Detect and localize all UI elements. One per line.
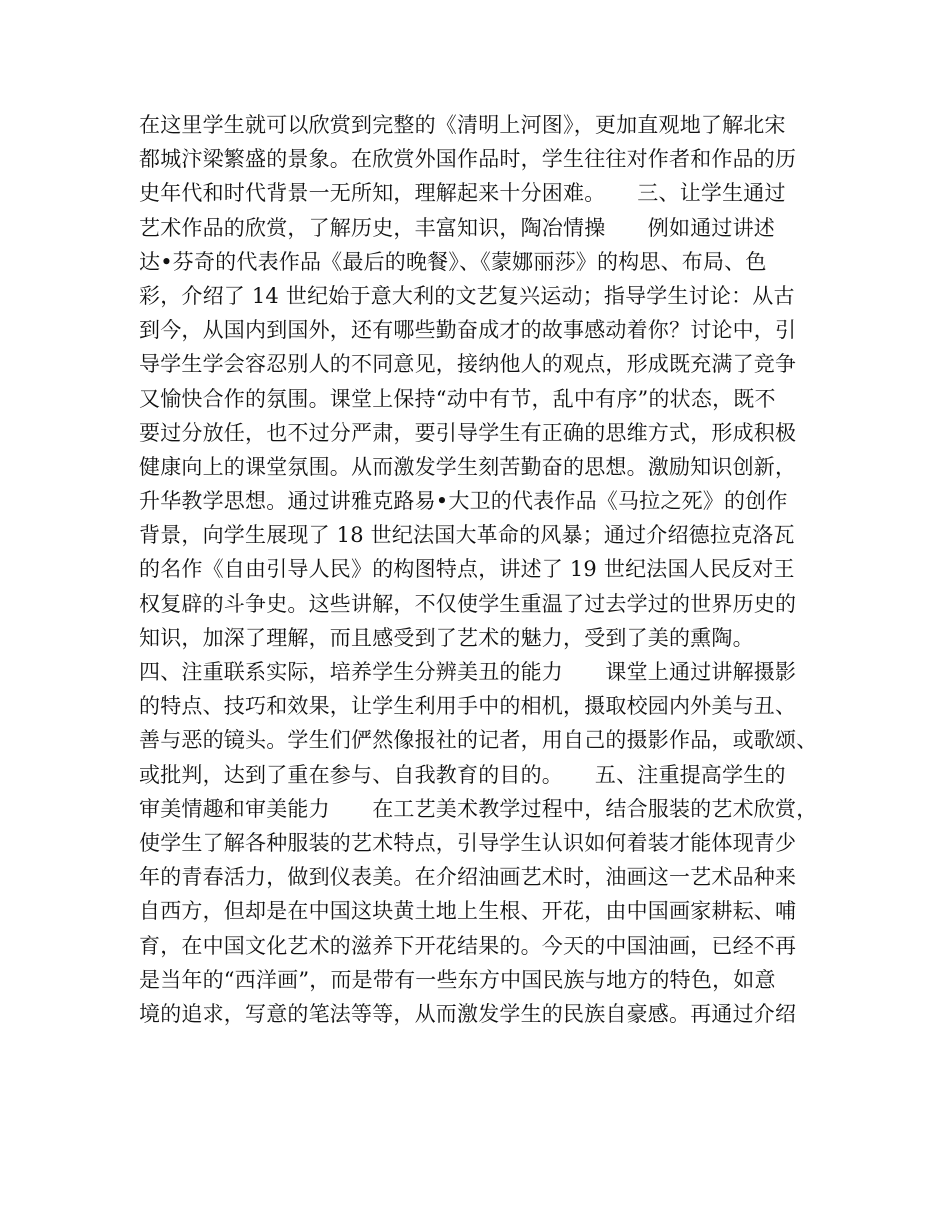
text-line: 到今，从国内到国外，还有哪些勤奋成才的故事感动着你？讨论中，引 [139, 318, 797, 343]
text-line: 又愉快合作的氛围。课堂上保持“动中有节，乱中有序”的状态，既不 [139, 386, 776, 411]
text-line: 的特点、技巧和效果，让学生利用手中的相机，摄取校园内外美与丑、 [139, 694, 797, 719]
text-line: 权复辟的斗争史。这些讲解，不仅使学生重温了过去学过的世界历史的 [139, 591, 797, 616]
text-line: 健康向上的课堂氛围。从而激发学生刻苦勤奋的思想。激励知识创新， [139, 454, 797, 479]
text-line: 自西方，但却是在中国这块黄土地上生根、开花，由中国画家耕耘、哺 [139, 899, 797, 924]
text-line: 在这里学生就可以欣赏到完整的《清明上河图》，更加直观地了解北宋 [139, 113, 786, 137]
text-line: 年的青春活力，做到仪表美。在介绍油画艺术时，油画这一艺术品种来 [139, 865, 797, 890]
text-line: 要过分放任，也不过分严肃，要引导学生有正确的思维方式，形成积极 [139, 420, 797, 445]
text-line: 使学生了解各种服装的艺术特点，引导学生认识如何着装才能体现青少 [139, 830, 797, 855]
text-line: 升华教学思想。通过讲雅克路易•大卫的代表作品《马拉之死》的创作 [139, 489, 788, 514]
text-line: 彩，介绍了 14 世纪始于意大利的文艺复兴运动；指导学生讨论：从古 [139, 283, 795, 308]
text-line: 审美情趣和审美能力 在工艺美术教学过程中，结合服装的艺术欣赏， [139, 796, 818, 821]
text-line: 背景，向学生展现了 18 世纪法国大革命的风暴；通过介绍德拉克洛瓦 [139, 523, 795, 548]
text-line: 育，在中国文化艺术的滋养下开花结果的。今天的中国油画，已经不再 [139, 933, 797, 958]
text-line: 史年代和时代背景一无所知，理解起来十分困难。 三、让学生通过 [139, 181, 786, 206]
body-text [139, 108, 819, 1031]
text-line: 导学生学会容忍别人的不同意见，接纳他人的观点，形成既充满了竞争 [139, 352, 797, 377]
text-line: 是当年的“西洋画”，而是带有一些东方中国民族与地方的特色，如意 [139, 967, 776, 992]
text-line: 四、注重联系实际，培养学生分辨美丑的能力 课堂上通过讲解摄影 [139, 660, 797, 684]
text-line: 境的追求，写意的笔法等等，从而激发学生的民族自豪感。再通过介绍 [139, 1001, 797, 1026]
text-line: 都城汴梁繁盛的景象。在欣赏外国作品时，学生往往对作者和作品的历 [139, 147, 797, 172]
text-line: 达•芬奇的代表作品《最后的晚餐》、《蒙娜丽莎》的构思、布局、色 [139, 249, 767, 274]
text-line: 知识，加深了理解，而且感受到了艺术的魅力，受到了美的熏陶。 [139, 625, 754, 650]
text-line: 善与恶的镜头。学生们俨然像报社的记者，用自己的摄影作品，或歌颂、 [139, 728, 818, 753]
text-line: 或批判，达到了重在参与、自我教育的目的。 五、注重提高学生的 [139, 762, 786, 787]
text-line: 的名作《自由引导人民》的构图特点，讲述了 19 世纪法国人民反对王 [139, 557, 795, 582]
text-line: 艺术作品的欣赏，了解历史，丰富知识，陶冶情操 例如通过讲述 [139, 215, 775, 240]
